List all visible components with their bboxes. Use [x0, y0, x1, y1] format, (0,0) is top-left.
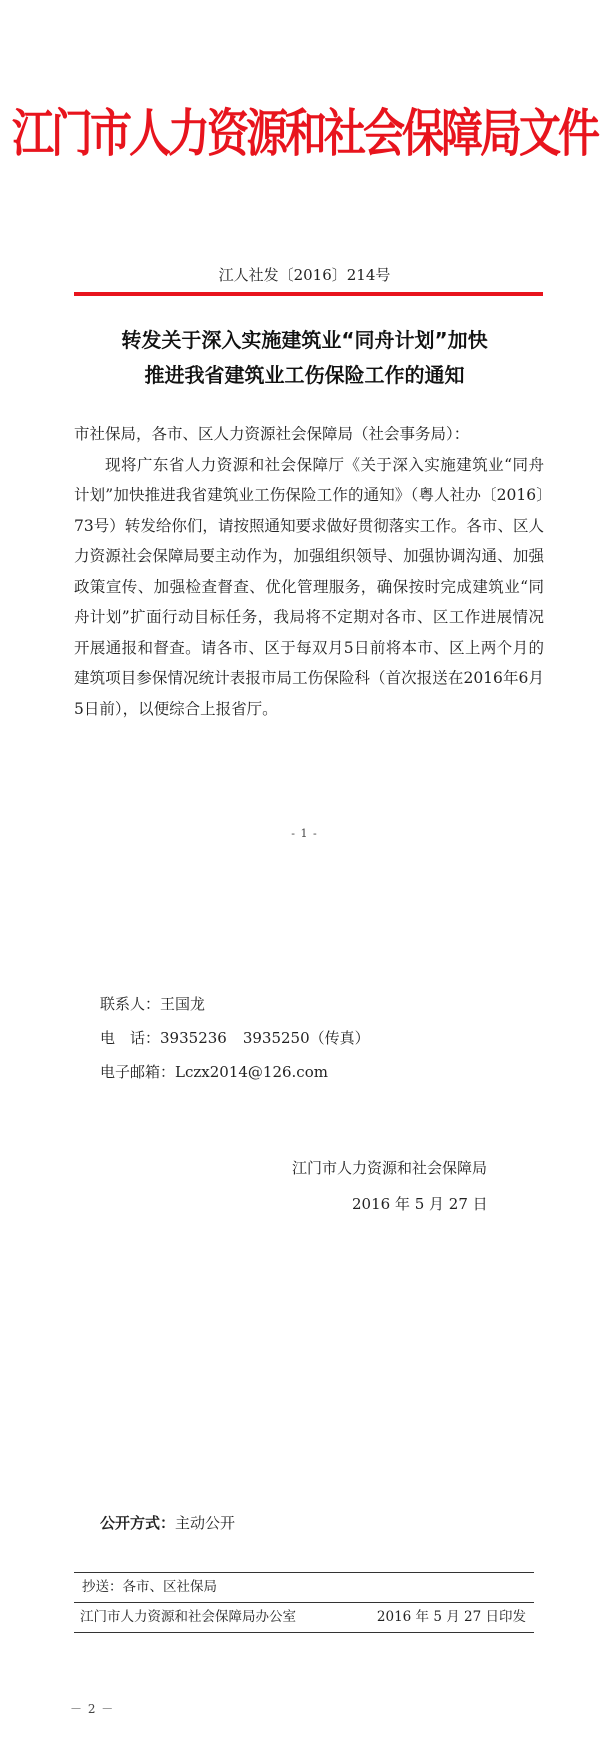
footer-issuer-row	[74, 1603, 534, 1632]
footer-print-date: 2016 年 5 月 27 日印发	[376, 1609, 526, 1625]
disclosure-line	[100, 1512, 235, 1533]
footer-issuer: 江门市人力资源和社会保障局办公室	[80, 1609, 296, 1625]
contact-email-label: 电子邮箱：	[100, 1063, 176, 1081]
red-divider	[74, 292, 543, 296]
contact-phone-fax: 3935250（传真）	[242, 1029, 370, 1047]
signoff-date: 2016 年 5 月 27 日	[352, 1195, 488, 1213]
page-number-1: - 1 -	[291, 827, 318, 840]
document-header-title: 江门市人力资源和社会保障局文件	[11, 103, 597, 164]
contact-person-name: 王国龙	[160, 995, 206, 1013]
contact-phone-label: 电 话：	[100, 1029, 161, 1047]
contact-phone-main: 3935236	[160, 1029, 227, 1047]
footer-rule-bottom	[74, 1632, 534, 1633]
disclosure-label: 公开方式：	[100, 1514, 176, 1532]
signoff-organization: 江门市人力资源和社会保障局	[292, 1159, 488, 1177]
contact-block	[100, 987, 370, 1089]
salutation: 市社保局，各市、区人力资源社会保障局（社会事务局）：	[74, 425, 470, 443]
notice-title	[60, 323, 549, 393]
page-number-2: － 2 －	[70, 1702, 115, 1716]
footer-cc-row	[74, 1573, 534, 1602]
notice-title-line-2: 推进我省建筑业工伤保险工作的通知	[144, 363, 465, 387]
contact-person-row	[100, 987, 370, 1021]
contact-person-label: 联系人：	[100, 995, 161, 1013]
contact-phone-row	[100, 1021, 370, 1055]
contact-email-row	[100, 1055, 370, 1089]
footer-distribution-table	[74, 1572, 534, 1633]
disclosure-value: 主动公开	[175, 1514, 236, 1532]
notice-body	[74, 419, 544, 724]
document-number: 江人社发〔2016〕214号	[218, 266, 391, 284]
body-paragraph: 现将广东省人力资源和社会保障厅《关于深入实施建筑业“同舟计划”加快推进我省建筑业工伤保险工作的通知》（粤人社办〔2016〕73号）转发给你们，请按照通知要求做好贯彻落实工作。各市、区人力资源社会保障局要主动作为，加强组织领导、加强协调沟通、加强政策宣传、加强检查督查、优化管理服务，确保按时完成建筑业“同舟计划”扩面行动目标任务，我局将不定期对各市、区工作进展情况开展通报和督查。请各市、区于每双月5日前将本市、区上两个月的建筑项目参保情况统计表报市局工伤保险科（首次报送在2016年6月5日前），以便综合上报省厅。	[74, 455, 544, 718]
contact-email: Lczx2014@126.com	[175, 1063, 328, 1081]
signoff-block	[270, 1150, 560, 1222]
footer-cc: 抄送：各市、区社保局	[82, 1579, 217, 1595]
notice-title-line-1: 转发关于深入实施建筑业“同舟计划”加快	[121, 328, 488, 352]
